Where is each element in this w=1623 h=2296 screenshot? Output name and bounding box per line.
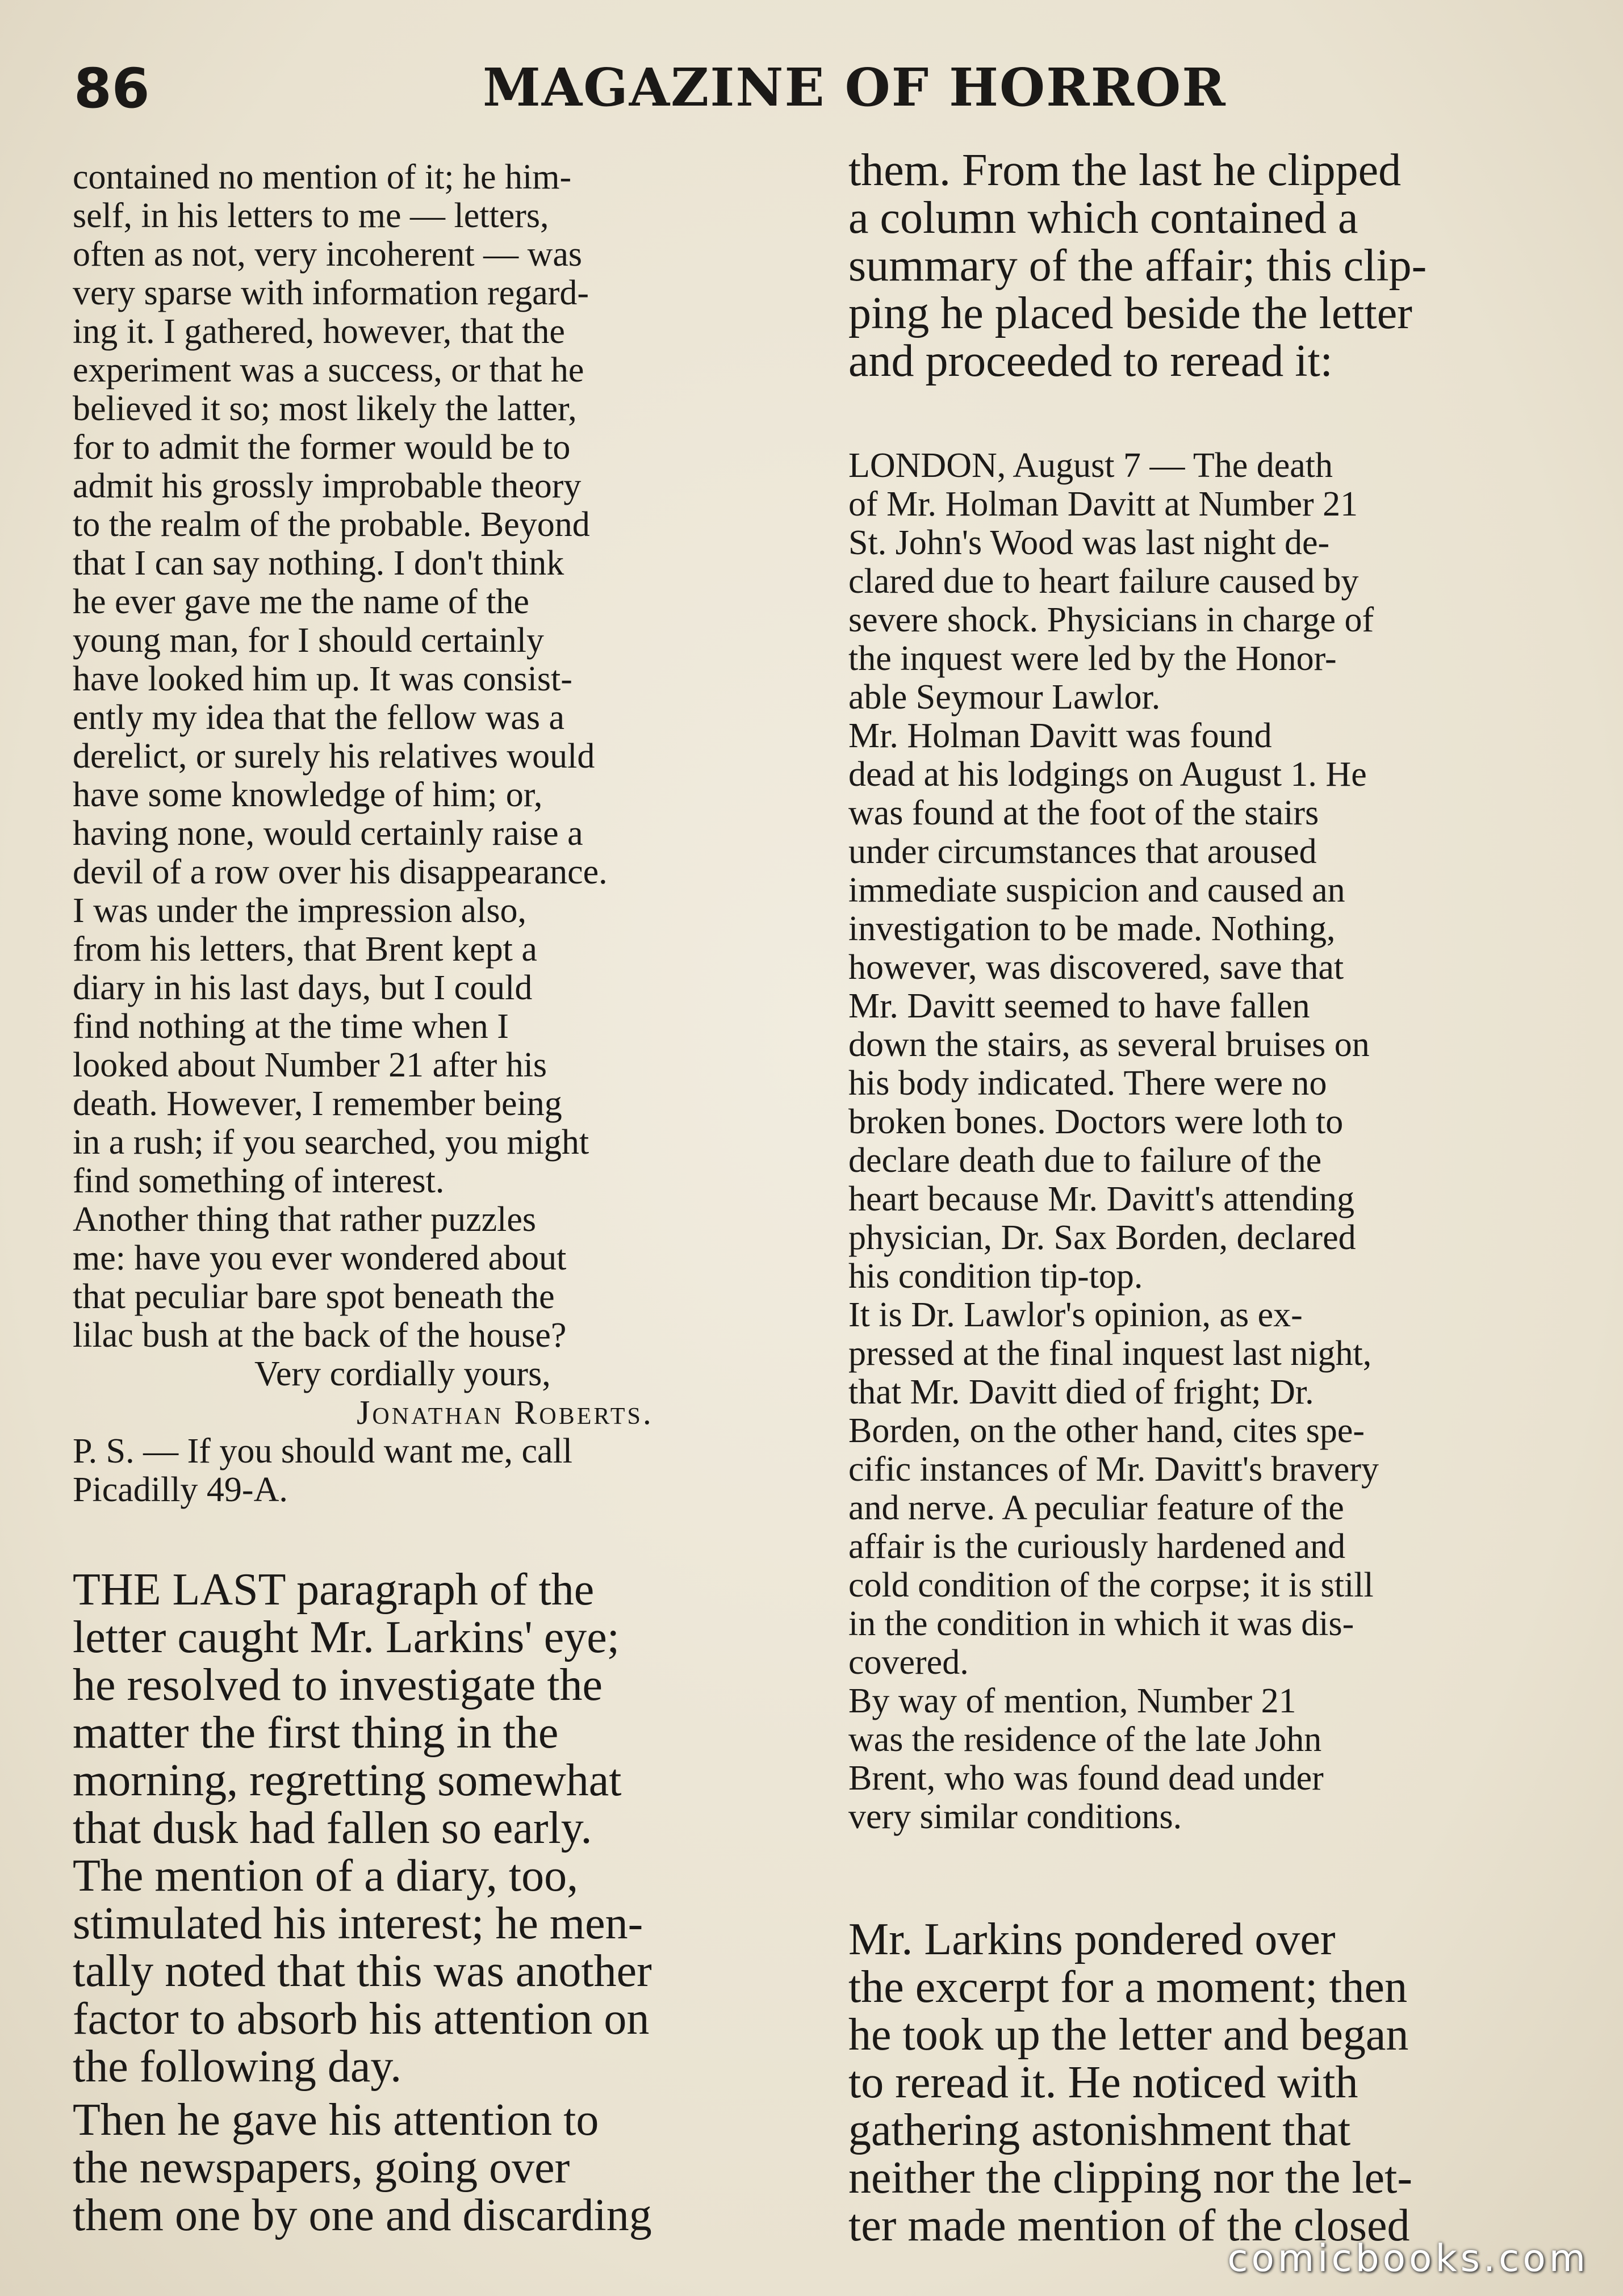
news-clipping-paragraph: By way of mention, Number 21 was the residence of the late John Brent, who was found dead under very similar conditions. bbox=[848, 1682, 1324, 1836]
news-clipping-paragraph: Mr. Holman Davitt was found dead at his lodgings on August 1. He was found at the foot of the stairs under circumstances that aroused immediate suspicion and caused an investigation to be made. Nothing, however, was discovered, save that Mr. Davitt seemed to have fallen down the stairs, as several bruises on his body indicated. There were no broken bones. Doctors were loth to declare death due to failure of the heart because Mr. Davitt's attending physician, Dr. Sax Borden, declared his condition tip-top. bbox=[848, 717, 1370, 1296]
page-header bbox=[74, 57, 1562, 125]
left-column bbox=[73, 158, 771, 2239]
page-number: 86 bbox=[74, 57, 150, 120]
letter-paragraph: Another thing that rather puzzles me: have you ever wondered about that peculiar bare spot beneath the lilac bush at the back of the house? bbox=[73, 1200, 567, 1355]
magazine-title: MAGAZINE OF HORROR bbox=[483, 57, 1227, 118]
letter-signature: Jonathan Roberts. bbox=[357, 1394, 654, 1431]
news-clipping-paragraph: LONDON, August 7 — The death of Mr. Holman Davitt at Number 21 St. John's Wood was last night de- clared due to heart failure caused by severe shock. Physicians in charge of the inquest were led by the Honor- able Seymour Lawlor. bbox=[848, 446, 1374, 717]
story-paragraph: them. From the last he clipped a column which contained a summary of the affair; this clip- ping he placed beside the letter and proceeded to reread it: bbox=[848, 145, 1427, 386]
story-paragraph: THE LAST paragraph of the letter caught Mr. Larkins' eye; he resolved to investigate the matter the first thing in the morning, regretting somewhat that dusk had fallen so early. The mention of a diary, too, stimulated his interest; he men- tally noted that this was another factor to absorb his attention on the following day. bbox=[73, 1565, 652, 2092]
watermark: comicbooks.com bbox=[1227, 2236, 1589, 2280]
story-paragraph: Then he gave his attention to the newspapers, going over them one by one and discarding bbox=[73, 2095, 652, 2240]
news-clipping-paragraph: It is Dr. Lawlor's opinion, as ex- pressed at the final inquest last night, that Mr. Davitt died of fright; Dr. Borden, on the other hand, cites spe- cific instances of Mr. Davitt's bravery and nerve. A peculiar feature of the affair is the curiously hardened and cold condition of the corpse; it is still in the condition in which it was dis- covered. bbox=[848, 1296, 1379, 1682]
letter-closing: Very cordially yours, bbox=[254, 1355, 551, 1393]
story-paragraph: Mr. Larkins pondered over the excerpt for a moment; then he took up the letter and began to reread it. He noticed with gathering astonishment that neither the clipping nor the let- ter made mention of the closed bbox=[848, 1914, 1413, 2251]
right-column bbox=[848, 146, 1553, 2249]
letter-paragraph: contained no mention of it; he him- self, in his letters to me — letters, often as not, very incoherent — was very sparse with information regard- ing it. I gathered, however, that the experiment was a success, or that he believed it so; most likely the latter, for to admit the former would be to admit his grossly improbable theory to the realm of the probable. Beyond that I can say nothing. I don't think he ever gave me the name of the young man, for I should certainly have looked him up. It was consist- ently my idea that the fellow was a derelict, or surely his relatives would have some knowledge of him; or, having none, would certainly raise a devil of a row over his disappearance. bbox=[73, 158, 608, 891]
letter-postscript: P. S. — If you should want me, call Picadilly 49-A. bbox=[73, 1432, 572, 1509]
letter-paragraph: I was under the impression also, from his letters, that Brent kept a diary in his last days, but I could find nothing at the time when I looked about Number 21 after his death. However, I remember being in a rush; if you searched, you might find something of interest. bbox=[73, 891, 589, 1200]
